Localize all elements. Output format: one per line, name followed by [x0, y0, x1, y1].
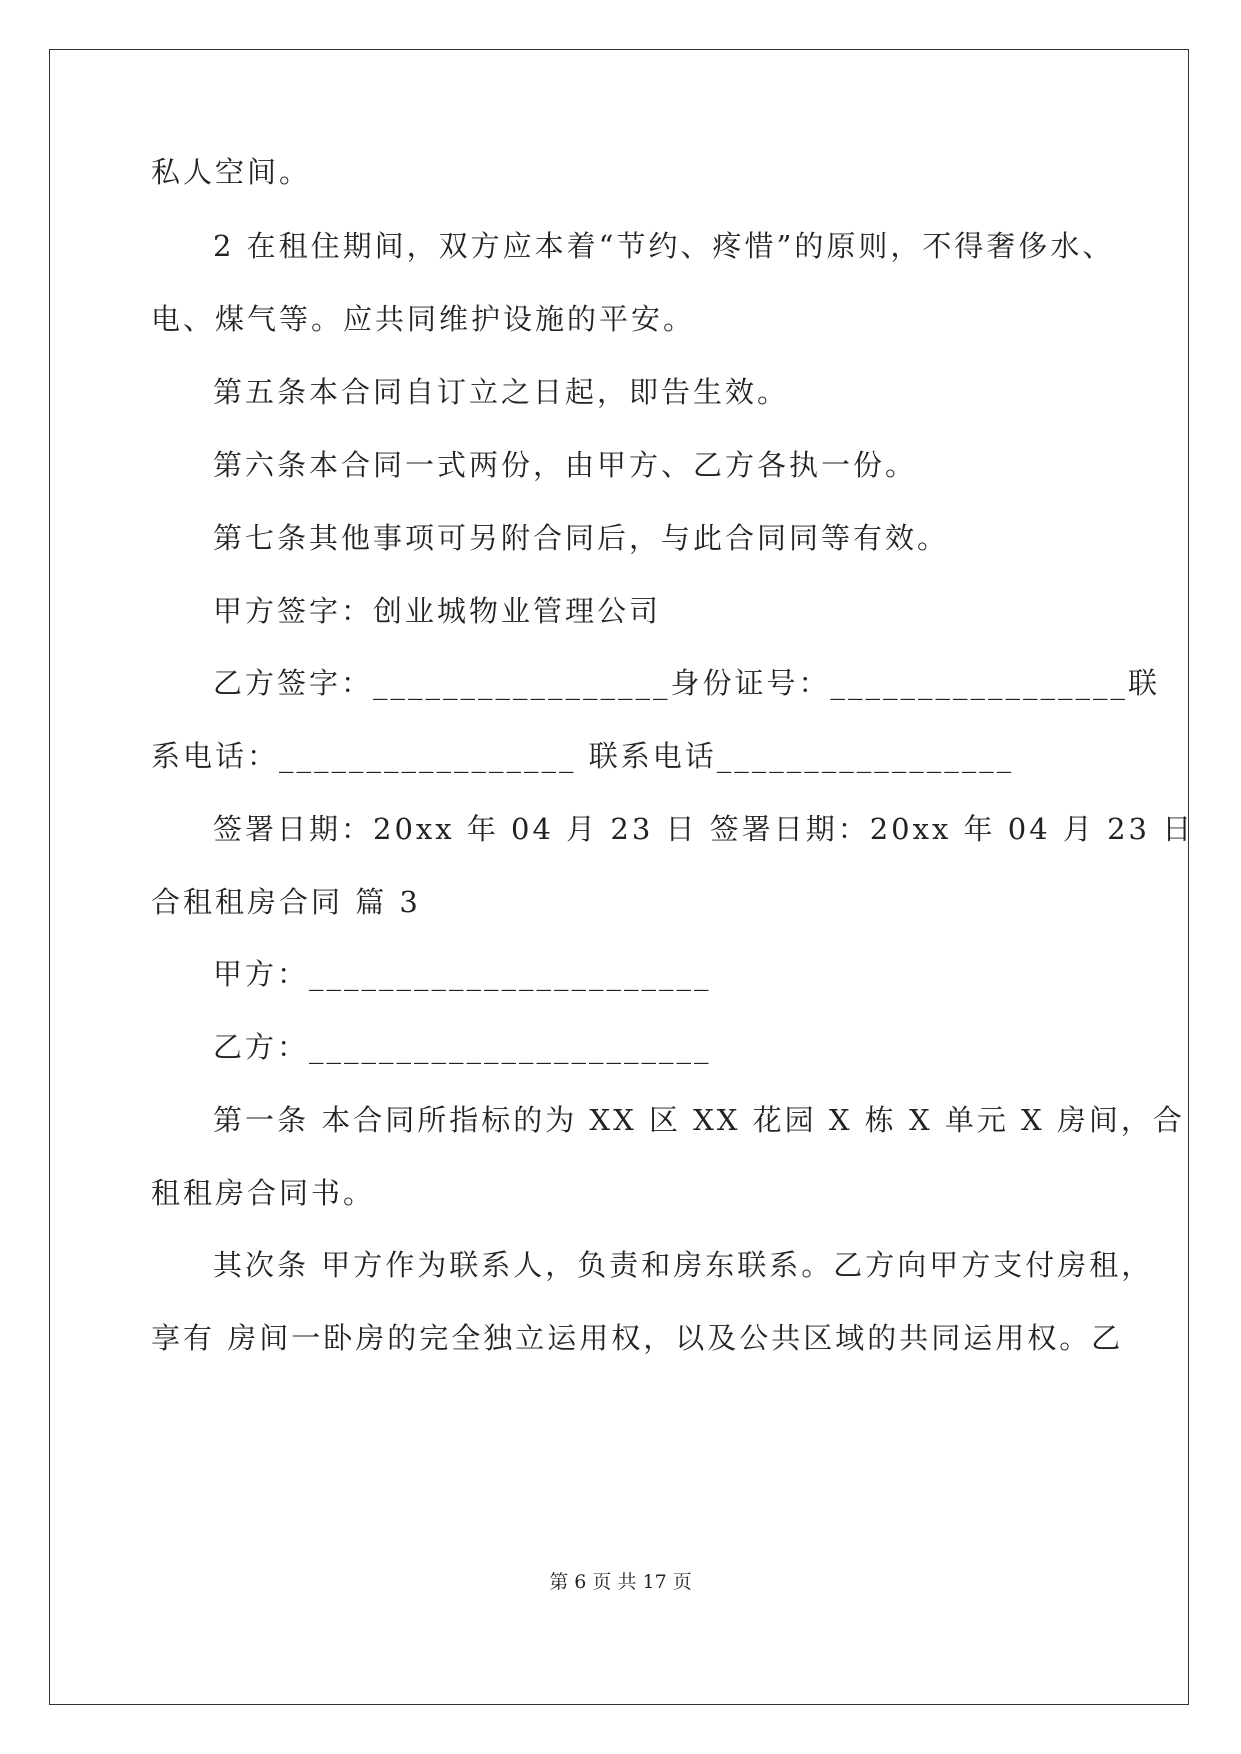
text-line-1: 私人空间。: [151, 155, 312, 189]
section-heading: 合租租房合同 篇 3: [151, 885, 421, 919]
article-2: 其次条 甲方作为联系人，负责和房东联系。乙方向甲方支付房租，: [213, 1248, 1154, 1282]
party-b-signature: 乙方签字：_________________身份证号：_________________联: [213, 666, 1161, 700]
party-b-field: 乙方：_______________________: [213, 1030, 712, 1064]
article-1-continued: 租租房合同书。: [151, 1176, 376, 1210]
party-a-signature: 甲方签字：创业城物业管理公司: [213, 594, 662, 628]
article-5: 第五条本合同自订立之日起，即告生效。: [213, 375, 790, 409]
page-number-footer: 第 6 页 共 17 页: [549, 1571, 692, 1593]
text-line-3: 电、煤气等。应共同维护设施的平安。: [151, 302, 696, 336]
page-border: [49, 49, 1195, 1705]
party-a-field: 甲方：_______________________: [213, 957, 712, 991]
article-7: 第七条其他事项可另附合同后，与此合同同等有效。: [213, 521, 950, 555]
article-2-continued: 享有 房间一卧房的完全独立运用权，以及公共区域的共同运用权。乙: [151, 1321, 1124, 1355]
article-1: 第一条 本合同所指标的为 XX 区 XX 花园 X 栋 X 单元 X 房间，合: [213, 1103, 1185, 1137]
signing-date-line: 签署日期：20xx 年 04 月 23 日 签署日期：20xx 年 04 月 23 日: [213, 812, 1195, 846]
text-line-2: 2 在租住期间，双方应本着“节约、疼惜”的原则，不得奢侈水、: [213, 229, 1115, 263]
contact-phone-line: 系电话：_________________ 联系电话_________________: [151, 739, 1015, 773]
article-6: 第六条本合同一式两份，由甲方、乙方各执一份。: [213, 448, 918, 482]
